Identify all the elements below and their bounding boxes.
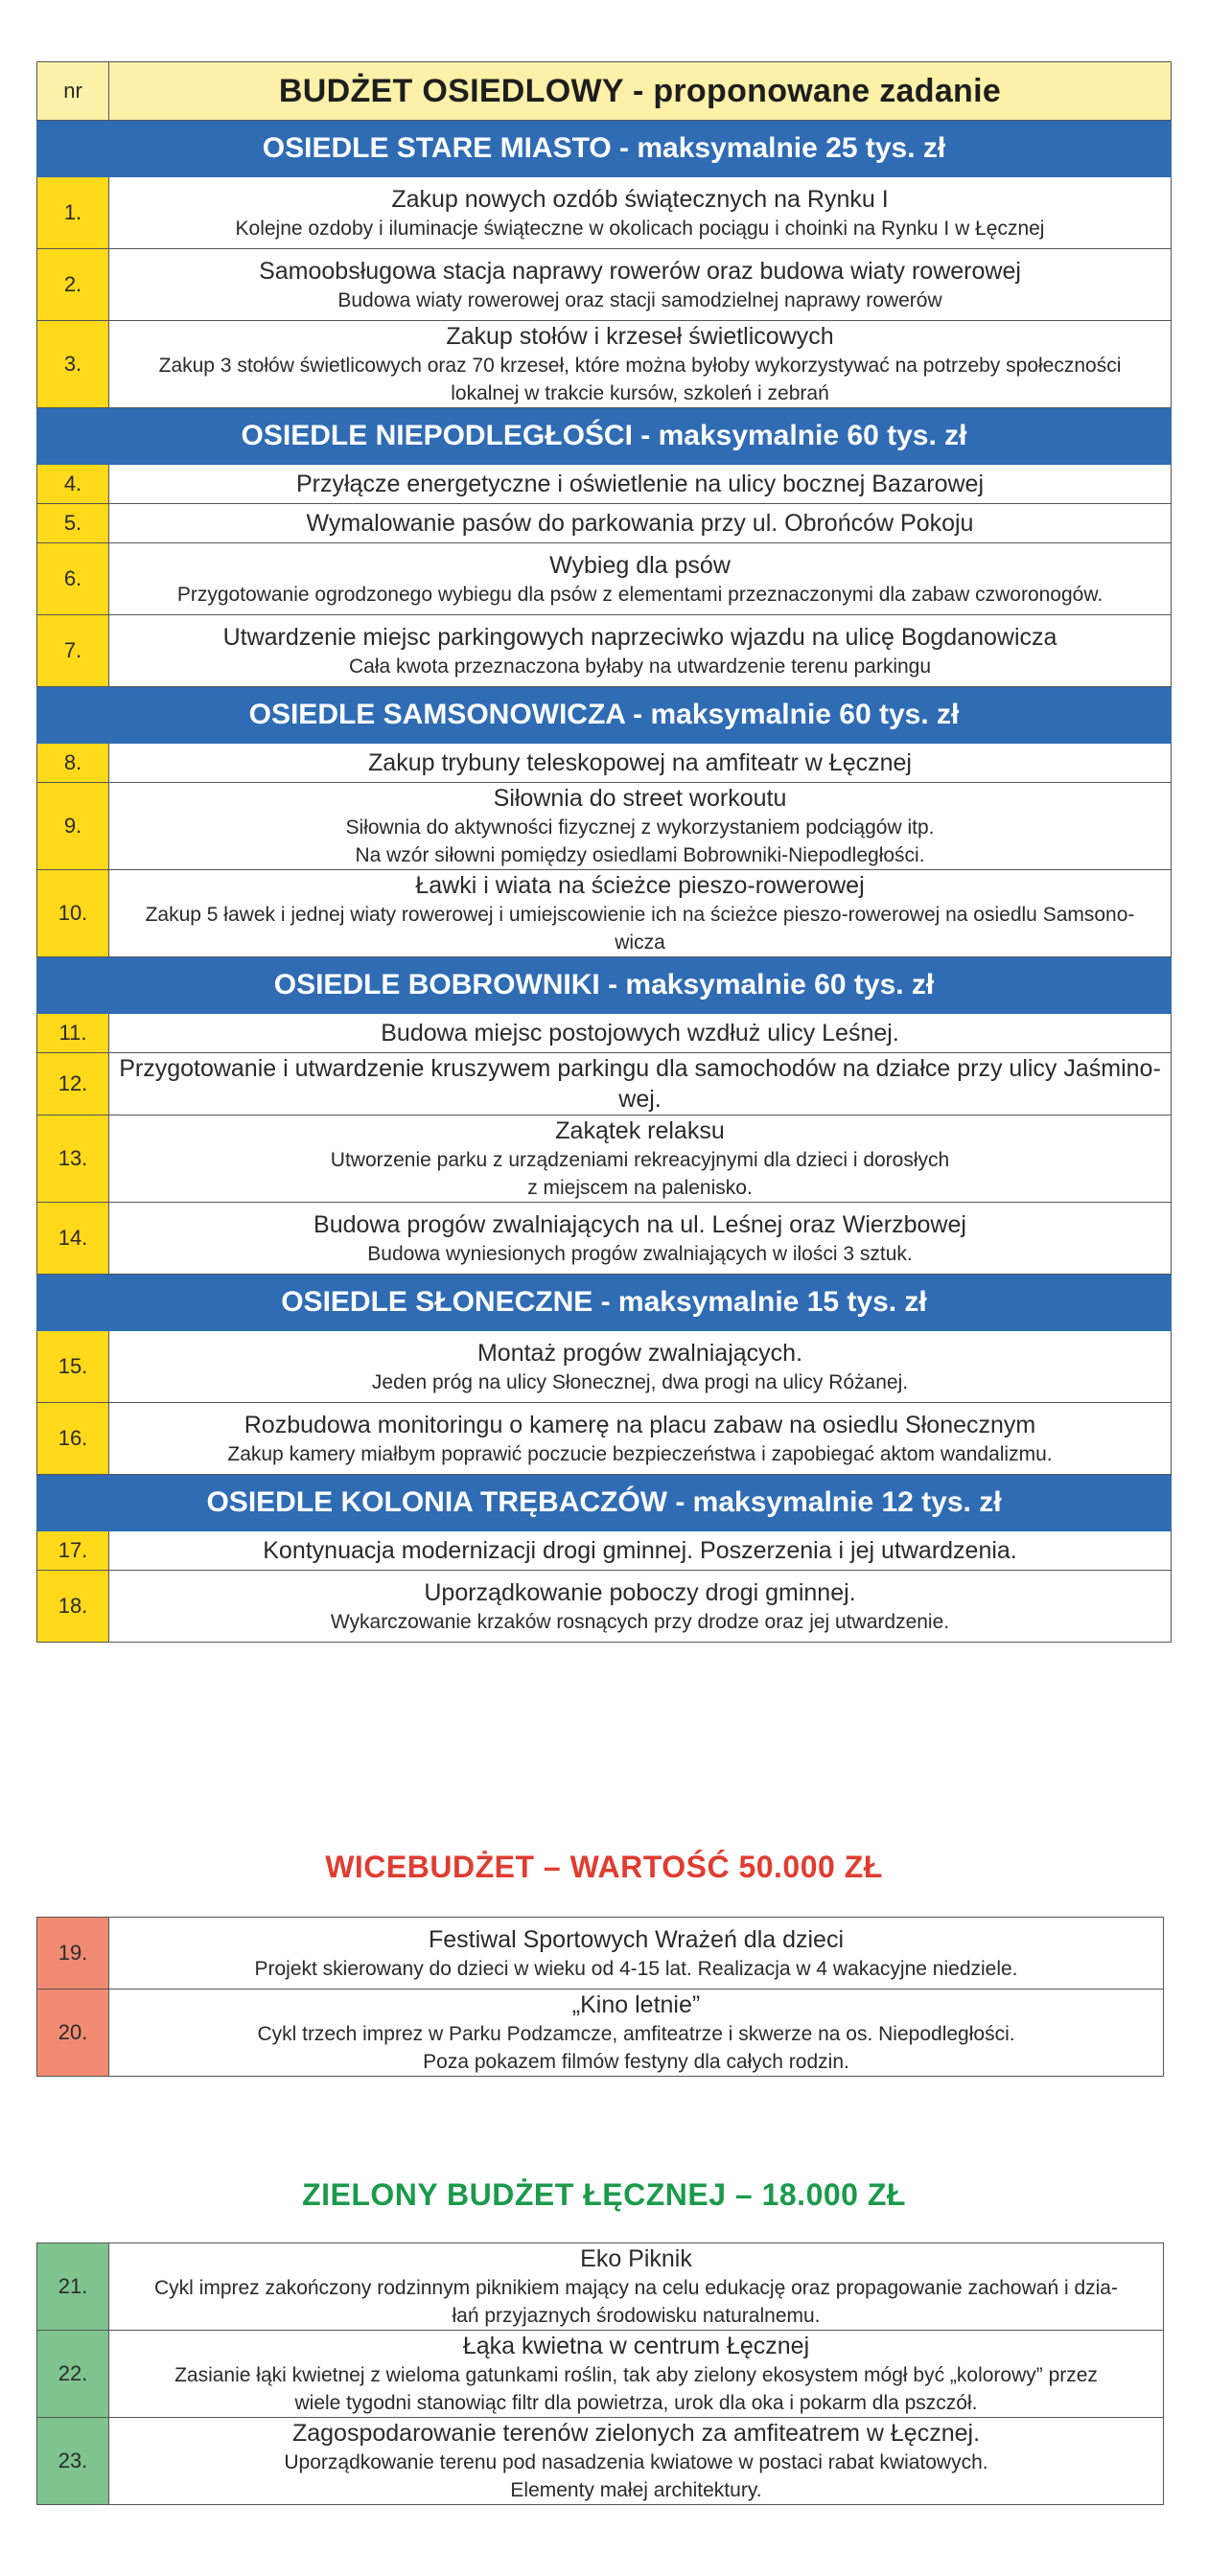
section-header <box>37 687 1172 744</box>
item-number: 16. <box>37 1403 109 1475</box>
item-number: 1. <box>37 177 109 249</box>
item-cell <box>109 249 1172 321</box>
table-row <box>37 249 1172 321</box>
item-title: Kontynuacja modernizacji drogi gminnej. Poszerzenia i jej utwardzenia. <box>263 1537 1017 1564</box>
item-title: Festiwal Sportowych Wrażeń dla dzieci <box>428 1925 845 1953</box>
item-title: Ławki i wiata na ścieżce pieszo-rowerowej <box>415 872 865 899</box>
item-title: Budowa miejsc postojowych wzdłuż ulicy Leśnej. <box>381 1020 899 1046</box>
table-header <box>37 62 1172 121</box>
item-title: Budowa progów zwalniających na ul. Leśnej oraz Wierzbowej <box>314 1210 966 1238</box>
item-description: Zakup kamery miałbym poprawić poczucie bezpieczeństwa i zapobiegać aktom wandalizmu. <box>227 1442 1053 1465</box>
item-cell <box>109 870 1172 957</box>
table-row <box>37 1203 1172 1275</box>
item-cell <box>109 321 1172 408</box>
item-description: Jeden próg na ulicy Słonecznej, dwa progi na ulicy Różanej. <box>371 1370 909 1393</box>
table-row <box>37 543 1172 615</box>
section-header <box>37 121 1172 177</box>
item-cell <box>109 1203 1172 1275</box>
item-title: Uporządkowanie poboczy drogi gminnej. <box>424 1578 856 1606</box>
item-description: Budowa wyniesionych progów zwalniających w ilości 3 sztuk. <box>367 1242 913 1265</box>
item-title: Zakup nowych ozdób świątecznych na Rynku I <box>391 185 889 213</box>
item-description: Budowa wiaty rowerowej oraz stacji samodzielnej naprawy rowerów <box>337 288 942 311</box>
vice-budget-heading: WICEBUDŻET – WARTOŚĆ 50.000 ZŁ <box>325 1850 883 1884</box>
item-number: 10. <box>37 870 109 957</box>
item-number: 20. <box>37 1990 109 2077</box>
item-title: Zakątek relaksu <box>555 1117 725 1144</box>
item-description: Kolejne ozdoby i iluminacje świąteczne w okolicach pociągu i choinki na Rynku I w Łęcznej <box>235 217 1045 240</box>
table-row <box>37 1403 1172 1475</box>
budget-table <box>36 61 1172 1643</box>
item-title: Zakup trybuny teleskopowej na amfiteatr w Łęcznej <box>368 749 912 776</box>
item-cell <box>109 1990 1164 2077</box>
item-description: Uporządkowanie terenu pod nasadzenia kwiatowe w postaci rabat kwiatowych. <box>284 2451 988 2473</box>
item-title: Przygotowanie i utwardzenie kruszywem parkingu dla samochodów na działce przy ulicy Jaśmino- wej. <box>119 1055 1161 1113</box>
section-title: OSIEDLE NIEPODLEGŁOŚCI - maksymalnie 60 tys. zł <box>37 408 1172 465</box>
item-title: Samoobsługowa stacja naprawy rowerów oraz budowa wiaty rowerowej <box>259 257 1021 285</box>
table-row <box>37 783 1172 870</box>
table-row <box>37 504 1172 543</box>
item-description: łań przyjaznych środowisku naturalnemu. <box>452 2305 821 2327</box>
item-cell <box>109 744 1172 783</box>
table-row <box>37 1116 1172 1203</box>
item-title: Eko Piknik <box>580 2245 692 2272</box>
item-cell <box>109 465 1172 504</box>
item-cell <box>109 2418 1164 2505</box>
section-header <box>37 957 1172 1014</box>
item-description: Elementy małej architektury. <box>510 2479 762 2501</box>
item-number: 3. <box>37 321 109 408</box>
item-number: 15. <box>37 1331 109 1403</box>
table-row <box>37 321 1172 408</box>
table-row <box>37 744 1172 783</box>
green-budget-table <box>36 2242 1164 2505</box>
item-number: 21. <box>37 2243 109 2331</box>
green-budget-heading: ZIELONY BUDŻET ŁĘCZNEJ – 18.000 ZŁ <box>302 2177 906 2212</box>
item-cell <box>109 177 1172 249</box>
item-description: Zakup 5 ławek i jednej wiaty rowerowej i umiejscowienie ich na ścieżce pieszo-rowerowej na osiedlu Samsono- <box>145 904 1135 926</box>
section-title: OSIEDLE KOLONIA TRĘBACZÓW - maksymalnie 12 tys. zł <box>37 1475 1172 1531</box>
item-title: Zakup stołów i krzeseł świetlicowych <box>446 323 834 350</box>
section-title: OSIEDLE SAMSONOWICZA - maksymalnie 60 tys. zł <box>37 687 1172 744</box>
item-title: Łąka kwietna w centrum Łęcznej <box>462 2333 810 2359</box>
section-header <box>37 1275 1172 1331</box>
section-header <box>37 408 1172 465</box>
item-description: Zasianie łąki kwietnej z wieloma gatunkami roślin, tak aby zielony ekosystem mógł być „kolorowy” przez <box>174 2364 1098 2386</box>
item-title: Utwardzenie miejsc parkingowych naprzeciwko wjazdu na ulicę Bogdanowicza <box>222 623 1057 651</box>
table-row <box>37 1014 1172 1053</box>
item-number: 7. <box>37 615 109 687</box>
section-title: OSIEDLE STARE MIASTO - maksymalnie 25 tys. zł <box>37 121 1172 177</box>
item-number: 12. <box>37 1053 109 1116</box>
item-number: 4. <box>37 465 109 504</box>
item-description: wiele tygodni stanowiąc filtr dla powietrza, urok dla oka i pokarm dla pszczół. <box>294 2392 978 2414</box>
item-description: Przygotowanie ogrodzonego wybiegu dla psów z elementami przeznaczonymi dla zabaw czworonogów. <box>176 583 1103 606</box>
item-description: Wykarczowanie krzaków rosnących przy drodze oraz jej utwardzenie. <box>330 1610 950 1633</box>
item-cell <box>109 1014 1172 1053</box>
item-number: 5. <box>37 504 109 543</box>
table-row <box>37 2243 1164 2331</box>
item-cell <box>109 1531 1172 1571</box>
item-cell <box>109 543 1172 615</box>
item-title: Rozbudowa monitoringu o kamerę na placu zabaw na osiedlu Słonecznym <box>244 1411 1036 1438</box>
item-description: Siłownia do aktywności fizycznej z wykorzystaniem podciągów itp. <box>345 816 935 839</box>
item-cell <box>109 615 1172 687</box>
table-row <box>37 2331 1164 2418</box>
item-description: Poza pokazem filmów festyny dla całych rodzin. <box>423 2051 849 2073</box>
item-cell <box>109 2243 1164 2331</box>
item-description: Cykl trzech imprez w Parku Podzamcze, amfiteatrze i skwerze na os. Niepodległości. <box>257 2023 1015 2045</box>
item-title: Wymalowanie pasów do parkowania przy ul. Obrońców Pokoju <box>306 510 974 537</box>
table-row <box>37 1918 1164 1990</box>
item-number: 18. <box>37 1571 109 1643</box>
item-title: Wybieg dla psów <box>549 551 731 579</box>
table-row <box>37 1531 1172 1571</box>
item-cell <box>109 1403 1172 1475</box>
item-cell <box>109 1116 1172 1203</box>
section-header <box>37 1475 1172 1531</box>
table-row <box>37 465 1172 504</box>
table-row <box>37 1990 1164 2077</box>
item-description: lokalnej w trakcie kursów, szkoleń i zebrań <box>451 382 829 404</box>
item-description: Zakup 3 stołów świetlicowych oraz 70 krzeseł, które można byłoby wykorzystywać na potrzeby społeczności <box>158 355 1122 377</box>
item-number: 14. <box>37 1203 109 1275</box>
item-description: z miejscem na palenisko. <box>527 1177 753 1199</box>
item-description: wicza <box>615 932 665 954</box>
item-number: 17. <box>37 1531 109 1571</box>
item-number: 11. <box>37 1014 109 1053</box>
table-row <box>37 2418 1164 2505</box>
item-title: Przyłącze energetyczne i oświetlenie na ulicy bocznej Bazarowej <box>295 471 985 497</box>
section-title: OSIEDLE SŁONECZNE - maksymalnie 15 tys. zł <box>37 1275 1172 1331</box>
item-number: 23. <box>37 2418 109 2505</box>
table-row <box>37 1053 1172 1116</box>
item-number: 8. <box>37 744 109 783</box>
item-cell <box>109 1331 1172 1403</box>
item-cell <box>109 1571 1172 1643</box>
item-description: Projekt skierowany do dzieci w wieku od 4-15 lat. Realizacja w 4 wakacyjne niedziele. <box>254 1957 1018 1980</box>
table-row <box>37 615 1172 687</box>
item-number: 2. <box>37 249 109 321</box>
item-title: Zagospodarowanie terenów zielonych za amfiteatrem w Łęcznej. <box>291 2420 981 2447</box>
item-description: Utworzenie parku z urządzeniami rekreacyjnymi dla dzieci i dorosłych <box>330 1149 950 1171</box>
section-title: OSIEDLE BOBROWNIKI - maksymalnie 60 tys. zł <box>37 957 1172 1014</box>
item-title: „Kino letnie” <box>571 1991 701 2018</box>
item-cell <box>109 2331 1164 2418</box>
item-title: Montaż progów zwalniających. <box>476 1339 803 1367</box>
table-row <box>37 1571 1172 1643</box>
item-number: 6. <box>37 543 109 615</box>
vice-budget-table <box>36 1917 1164 2077</box>
table-row <box>37 177 1172 249</box>
item-cell <box>109 1053 1172 1116</box>
header-nr: nr <box>37 62 109 121</box>
item-title: Siłownia do street workoutu <box>493 785 787 812</box>
item-cell <box>109 504 1172 543</box>
table-row <box>37 1331 1172 1403</box>
item-number: 19. <box>37 1918 109 1990</box>
table-row <box>37 870 1172 957</box>
item-cell <box>109 1918 1164 1990</box>
item-cell <box>109 783 1172 870</box>
item-number: 22. <box>37 2331 109 2418</box>
item-number: 9. <box>37 783 109 870</box>
table-title: BUDŻET OSIEDLOWY - proponowane zadanie <box>109 62 1172 121</box>
item-number: 13. <box>37 1116 109 1203</box>
item-description: Cała kwota przeznaczona byłaby na utwardzenie terenu parkingu <box>348 655 932 678</box>
item-description: Na wzór siłowni pomiędzy osiedlami Bobrowniki-Niepodległości. <box>355 844 925 866</box>
item-description: Cykl imprez zakończony rodzinnym piknikiem mający na celu edukację oraz propagowanie zachowań i dzia- <box>154 2277 1118 2299</box>
